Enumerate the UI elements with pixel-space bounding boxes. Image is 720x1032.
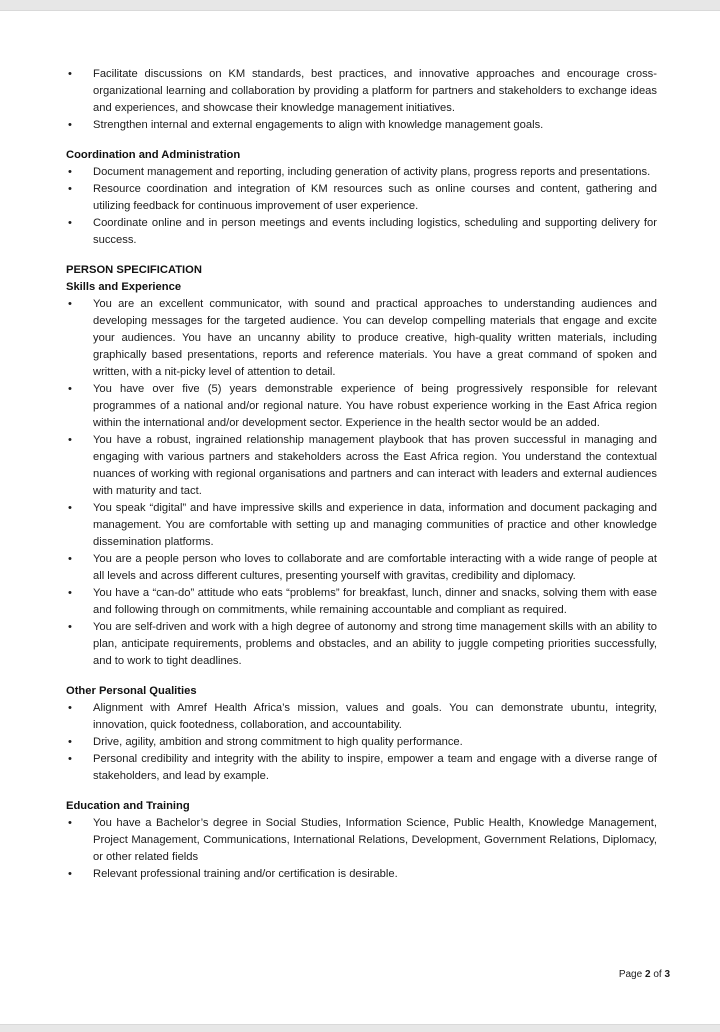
section-coordination-and-administration	[66, 147, 657, 249]
section-heading-person-specification: PERSON SPECIFICATION	[66, 264, 202, 276]
bullet-item	[66, 700, 657, 734]
bullet-text: Resource coordination and integration of KM resources such as online courses and content, gathering and utilizing feedback for continuous improvement of user experience.	[93, 183, 657, 212]
footer-of-label: of	[653, 969, 662, 980]
section-person-specification	[66, 262, 657, 670]
bullet-text: You have a Bachelor’s degree in Social Studies, Information Science, Public Health, Knowledge Management, Project Management, Communications, International Relations, Development, Government Relations, Diplomacy, or other related fields	[93, 817, 657, 863]
page-footer	[619, 968, 670, 981]
bullet-text: Drive, agility, ambition and strong commitment to high quality performance.	[93, 736, 463, 748]
document-content	[0, 11, 720, 883]
bullet-item	[66, 619, 657, 670]
bullet-item	[66, 500, 657, 551]
bullet-marker	[68, 215, 78, 232]
bullet-text: You have over five (5) years demonstrable experience of being progressively responsible for relevant programmes of a national and/or regional nature. You have robust experience working in the East Africa region within the international and/or development sector. Experience in the health sector would be an added.	[93, 383, 657, 429]
bullet-list	[66, 164, 657, 249]
bullet-text: You speak “digital” and have impressive skills and experience in data, information and document packaging and management. You are comfortable with setting up and managing communities of practice and other knowledge dissemination platforms.	[93, 502, 657, 548]
bullet-marker	[68, 751, 78, 768]
bullet-marker	[68, 117, 78, 134]
bullet-text: Relevant professional training and/or certification is desirable.	[93, 868, 398, 880]
bullet-item	[66, 381, 657, 432]
bullet-list	[66, 700, 657, 785]
bullet-item	[66, 215, 657, 249]
bullet-marker	[68, 734, 78, 751]
bullet-item	[66, 432, 657, 500]
bullet-list	[66, 815, 657, 883]
bullet-text: Facilitate discussions on KM standards, best practices, and innovative approaches and encourage cross-organizational learning and collaboration by providing a platform for partners and stakeholders to exchange ideas and experiences, and showcase their knowledge management initiatives.	[93, 68, 657, 114]
bullet-list	[66, 296, 657, 670]
section-intro	[66, 66, 657, 134]
bullet-item	[66, 181, 657, 215]
bullet-marker	[68, 296, 78, 313]
bullet-item	[66, 734, 657, 751]
bullet-text: Alignment with Amref Health Africa’s mission, values and goals. You can demonstrate ubuntu, integrity, innovation, quick footedness, collaboration, and accountability.	[93, 702, 657, 731]
bullet-marker	[68, 700, 78, 717]
bullet-item	[66, 815, 657, 866]
bullet-item	[66, 751, 657, 785]
bullet-marker	[68, 619, 78, 636]
bullet-text: Personal credibility and integrity with the ability to inspire, empower a team and engage with a diverse range of stakeholders, and lead by example.	[93, 753, 657, 782]
bullet-item	[66, 66, 657, 117]
bullet-marker	[68, 66, 78, 83]
section-heading-other-personal-qualities: Other Personal Qualities	[66, 685, 197, 697]
bullet-text: You have a “can-do” attitude who eats “problems” for breakfast, lunch, dinner and snacks, solving them with ease and following through on commitments, while remaining accountable and compliant as required.	[93, 587, 657, 616]
bullet-marker	[68, 181, 78, 198]
bullet-marker	[68, 551, 78, 568]
bullet-item	[66, 551, 657, 585]
bullet-text: You are a people person who loves to collaborate and are comfortable interacting with a wide range of people at all levels and across different cultures, presenting yourself with gravitas, credibility and diplomacy.	[93, 553, 657, 582]
section-other-personal-qualities	[66, 683, 657, 785]
bullet-text: Strengthen internal and external engagements to align with knowledge management goals.	[93, 119, 544, 131]
section-heading-coordination: Coordination and Administration	[66, 149, 241, 161]
bullet-marker	[68, 815, 78, 832]
bullet-text: You are an excellent communicator, with sound and practical approaches to understanding audiences and developing messages for the targeted audience. You can develop compelling materials that engage and excite your audiences. You have an uncanny ability to produce creative, high-quality written materials, including graphically based presentations, reports and reference materials. You have a great command of spoken and written, with a nit-picky level of attention to detail.	[93, 298, 657, 378]
bullet-text: You have a robust, ingrained relationship management playbook that has proven successful in managing and engaging with various partners and stakeholders across the East Africa region. You understand the contextual nuances of working with regional organisations and partners and can interact with leaders and external audiences with maturity and tact.	[93, 434, 657, 497]
bullet-marker	[68, 585, 78, 602]
footer-label: Page	[618, 969, 643, 980]
bullet-item	[66, 866, 657, 883]
bullet-marker	[68, 432, 78, 449]
bullet-item	[66, 164, 657, 181]
footer-current-page: 2	[644, 969, 651, 980]
bullet-marker	[68, 164, 78, 181]
section-heading-skills-and-experience: Skills and Experience	[66, 281, 182, 293]
document-page	[0, 10, 720, 1025]
bullet-text: Coordinate online and in person meetings and events including logistics, scheduling and supporting delivery for success.	[93, 217, 657, 246]
bullet-list	[66, 66, 657, 134]
bullet-item	[66, 117, 657, 134]
section-education-and-training	[66, 798, 657, 883]
bullet-text: Document management and reporting, including generation of activity plans, progress reports and presentations.	[93, 166, 651, 178]
bullet-marker	[68, 866, 78, 883]
bullet-text: You are self-driven and work with a high degree of autonomy and strong time management skills with an ability to plan, anticipate requirements, problems and obstacles, and an ability to juggle competing priorities successfully, and to work to tight deadlines.	[93, 621, 657, 667]
bullet-item	[66, 585, 657, 619]
section-heading-education-and-training: Education and Training	[66, 800, 190, 812]
bullet-marker	[68, 500, 78, 517]
footer-total-pages: 3	[664, 969, 670, 980]
bullet-marker	[68, 381, 78, 398]
bullet-item	[66, 296, 657, 381]
